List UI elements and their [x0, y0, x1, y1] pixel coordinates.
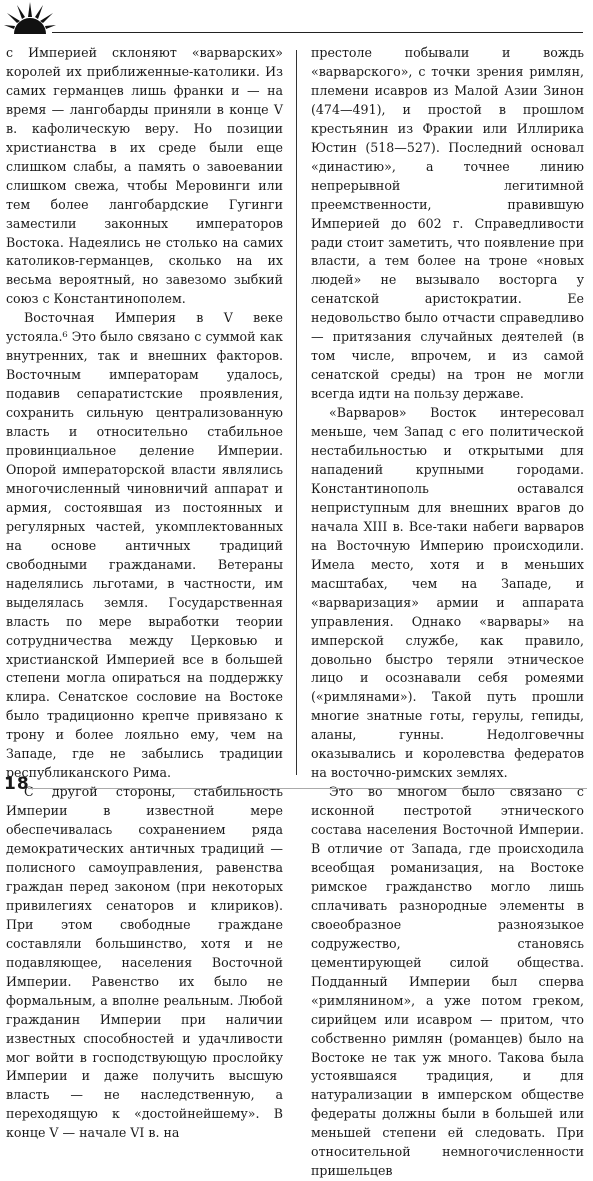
page-number: 18	[4, 774, 30, 794]
right-column	[311, 44, 584, 1179]
paragraph: «Варваров» Восток интересовал меньше, чем Запад с его политической нестабильностью и открытыми для нападений крупными городами. Константинополь оставался неприступным для внешних врагов до начала XIII в. Все-таки набеги варваров на Восточную Империю происходили. Имела место, хотя и в меньших масштабах, чем на Западе, и «варваризация» армии и аппарата управления. Однако «варвары» на имперской службе, как правило, довольно быстро теряли этническое лицо и осознавали себя ромеями («римлянами»). Такой путь прошли многие знатные готы, герулы, гепиды, аланы, гунны. Недолговечны оказывались и королевства федератов на восточно-римских землях.	[311, 405, 584, 781]
sunburst-icon	[4, 0, 56, 36]
footer-rule	[28, 788, 587, 789]
paragraph: Это во многом было связано с исконной пестротой этнического состава населения Восточной Империи. В отличие от Запада, где происходила всеобщая романизация, на Востоке римское гражданство могло лишь сплачивать разнородные элементы в своеобразное разноязыкое содружество, становясь цементирующей силой общества. Подданный Империи был сперва «римлянином», а уже потом греком, сирийцем или исавром — притом, что собственно римлян (романцев) было на Востоке не так уж много. Такова была устоявшаяся традиция, и для натурализации в имперском обществе федераты должны были в большей или меньшей степени ей следовать. При относительной немногочисленности пришельцев	[311, 784, 584, 1179]
header-rule	[52, 32, 583, 33]
paragraph: престоле побывали и вождь «варварского», с точки зрения римлян, племени исавров из Малой Азии Зинон (474—491), и простой в прошлом крестьянин из Фракии или Иллирика Юстин (518—527). Последний основал «династию», а точнее линию непрерывной легитимной преемственности, правившую Империей до 602 г. Справедливости ради стоит заметить, что появление при власти, а тем более на троне «новых людей» не вызывало восторга у сенатской аристократии. Ее недовольство было отчасти справедливо — притязания случайных деятелей (в том числе, впрочем, и из самой сенатской среды) на трон не могли всегда идти на пользу державе.	[311, 45, 584, 402]
page-header	[0, 0, 593, 44]
paragraph: Восточная Империя в V веке устояла.⁶ Это было связано с суммой как внутренних, так и внешних факторов. Восточным императорам удалось, подавив сепаратистские проявления, сохранить сильную централизованную власть и относительно стабильное провинциальное деление Империи. Опорой императорской власти являлись многочисленный чиновничий аппарат и армия, состоявшая из постоянных и регулярных частей, укомплектованных на основе античных традиций свободными гражданами. Ветераны наделялись льготами, в частности, им выделялась земля. Государственная власть по мере выработки теории сотрудничества между Церковью и христианской Империей все в большей степени могла опираться на поддержку клира. Сенатское сословие на Востоке было традиционно крепче привязано к трону и более лояльно ему, чем на Западе, где не забылись традиции республиканского Рима.	[6, 310, 283, 781]
paragraph: С другой стороны, стабильность Империи в известной мере обеспечивалась сохранением ряда демократических античных традиций — полисного самоуправления, равенства граждан перед законом (при некоторых привилегиях сенаторов и клириков). При этом свободные граждане составляли большинство, хотя и не подавляющее, населения Восточной Империи. Равенство их было не формальным, а вполне реальным. Любой гражданин Империи при наличии известных способностей и удачливости мог войти в господствующую прослойку Империи и даже получить высшую власть — не наследственную, а переходящую к «достойнейшему». В конце V — начале VI в. на	[6, 784, 283, 1141]
column-divider	[296, 50, 297, 775]
paragraph: с Империей склоняют «варварских» королей их приближенные-католики. Из самих германцев лишь франки и — на время — лангобарды приняли в конце V в. кафолическую веру. Но позиции христианства в их среде были еще слишком слабы, а память о завоевании слишком свежа, чтобы Меровинги или тем более лангобардские Гугинги заместили законных императоров Востока. Надеялись не столько на самих католиков-германцев, сколько на их весьма вероятный, но завезомо зыбкий союз с Константинополем.	[6, 45, 283, 307]
